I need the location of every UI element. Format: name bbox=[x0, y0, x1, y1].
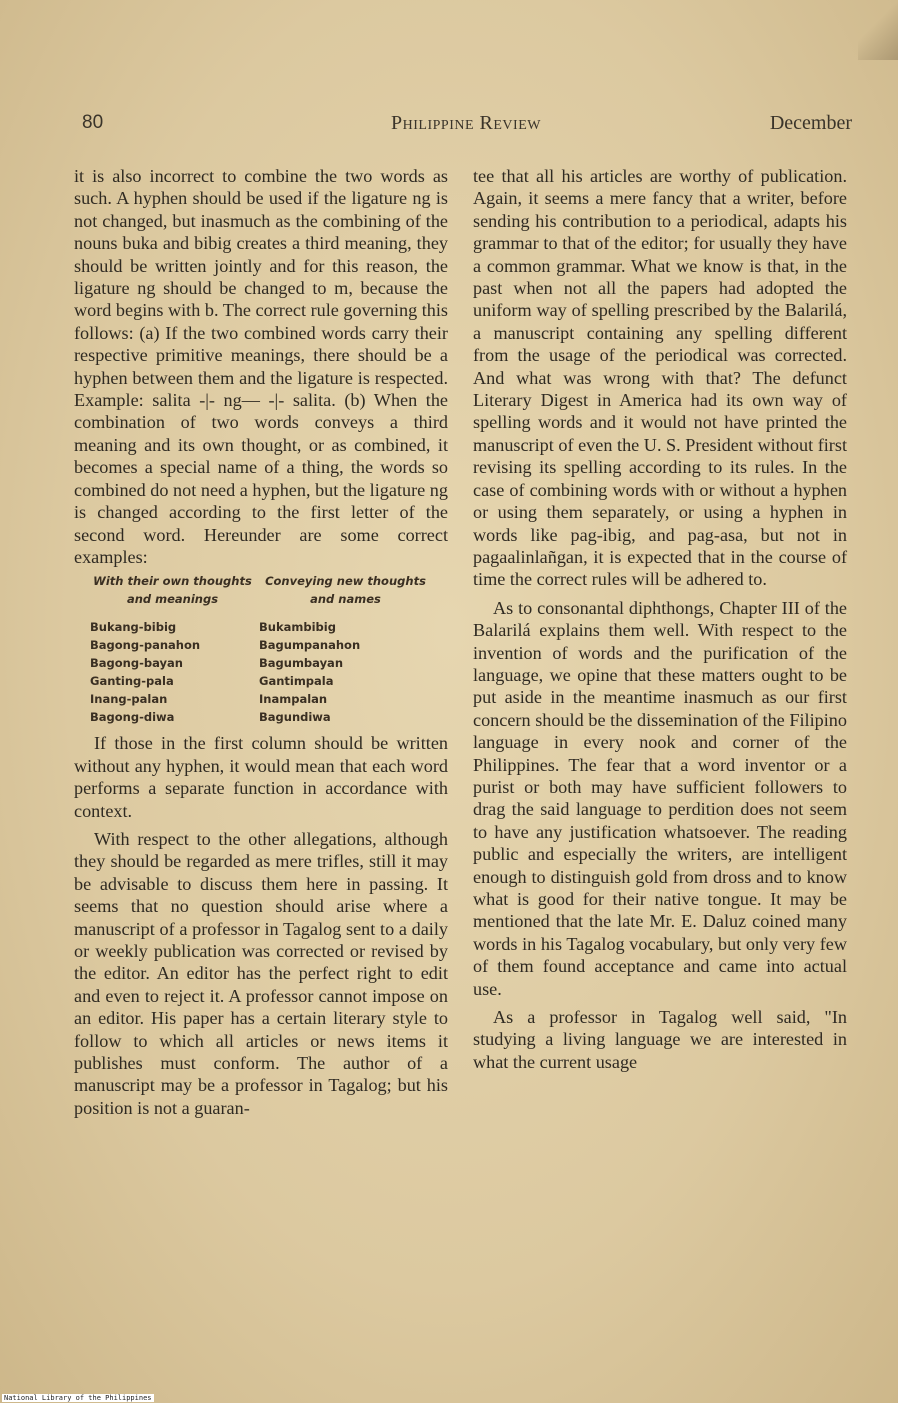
table-cell: Bagong-panahon bbox=[90, 638, 201, 653]
table-cell: Bagong-bayan bbox=[90, 656, 183, 671]
table-row bbox=[86, 690, 432, 708]
left-paragraph-1: it is also incorrect to combine the two words as such. A hyphen should be used if the ligature ng is not changed, but inasmuch as the combining of the nouns buka and bibig creates a third meaning, they should be written jointly and for this reason, the ligature ng should be changed to m, because the word begins with b. The correct rule governing this follows: (a) If the two combined words carry their respective primitive meanings, there should be a hyphen between them and the ligature is respected. Example: salita -|- ng— -|- salita. (b) When the combination of two words conveys a third meaning and its own thought, or as combined, it becomes a special name of a thing, the words so combined do not need a hyphen, but the ligature ng is changed according to the first letter of the second word. Hereunder are some correct examples: bbox=[74, 166, 448, 567]
right-column bbox=[473, 165, 847, 1073]
ligature-examples-table bbox=[86, 572, 432, 726]
table-cell: Gantimpala bbox=[259, 674, 334, 689]
right-paragraph-1: tee that all his articles are worthy of publication. Again, it seems a mere fancy that a writer, before sending his contribution to a periodical, adapts his grammar to that of the editor; for usually they have a common grammar. What we know is that, in the past when not all the papers had adopted the uniform way of spelling prescribed by the Balarilá, a manuscript containing any spelling different from the usage of the periodical was corrected. And what was wrong with that? The defunct Literary Digest in America had its own way of spelling words and it would not have printed the manuscript of even the U. S. President without first revising its spelling according to its rules. In the case of combining words with or without a hyphen or using them separately, or using a hyphen in words like pag-ibig, and pag-asa, but not in pagaalinlañgan, it is expected that in the course of time the correct rules will be adhered to. bbox=[473, 166, 847, 590]
table-header-col2: Conveying new thoughts and names bbox=[265, 574, 426, 607]
table-cell: Bukambibig bbox=[259, 620, 336, 635]
running-header bbox=[80, 112, 852, 142]
left-paragraph-3: With respect to the other allegations, although they should be regarded as mere trifles, still it may be advisable to discuss them here in passing. It seems that no question should arise where a manuscript of a professor in Tagalog sent to a daily or weekly publication was corrected or revised by the editor. An editor has the perfect right to edit and even to reject it. A professor cannot impose on an editor. His paper has a certain literary style to follow to which all articles or news items it publishes must conform. The author of a manuscript may be a professor in Tagalog; but his position is not a guaran- bbox=[74, 828, 448, 1118]
right-paragraph-2: As to consonantal diphthongs, Chapter III of the Balarilá explains them well. With respect to the invention of words and the purification of the language, we opine that these matters ought to be put aside in the meantime inasmuch as our first concern should be the dissemination of the Filipino language in every nook and corner of the Philippines. The fear that a word inventor or a purist or both may have sufficient followers to drag the said language to perdition does not seem to have any justification whatsoever. The reading public and especially the writers, are intelligent enough to distinguish gold from dross and to know what is good for their native tongue. It may be mentioned that the late Mr. E. Daluz coined many words in his Tagalog vocabulary, but only very few of them found acceptance and came into actual use. bbox=[473, 597, 847, 999]
table-cell: Bagumbayan bbox=[259, 656, 344, 671]
table-cell: Ganting-pala bbox=[90, 674, 174, 689]
journal-title: Philippine Review bbox=[391, 112, 541, 134]
table-row bbox=[86, 708, 432, 726]
left-column bbox=[74, 165, 448, 1119]
table-cell: Bagong-diwa bbox=[90, 710, 175, 725]
library-watermark: National Library of the Philippines bbox=[4, 1394, 152, 1402]
table-header-col1: With their own thoughts and meanings bbox=[93, 574, 252, 607]
issue-month: December bbox=[769, 112, 852, 134]
torn-corner bbox=[858, 0, 898, 60]
table-cell: Inang-palan bbox=[90, 692, 168, 707]
table-row bbox=[86, 618, 432, 636]
table-row bbox=[86, 636, 432, 654]
page-number: 80 bbox=[82, 112, 104, 133]
left-paragraph-2: If those in the first column should be written without any hyphen, it would mean that each word performs a separate function in accordance with context. bbox=[74, 733, 448, 821]
table-cell: Inampalan bbox=[259, 692, 328, 707]
table-cell: Bukang-bibig bbox=[90, 620, 177, 635]
right-paragraph-3: As a professor in Tagalog well said, "In studying a living language we are interested in what the current usage bbox=[473, 1007, 847, 1072]
table-cell: Bagundiwa bbox=[259, 710, 331, 725]
table-row bbox=[86, 654, 432, 672]
table-row bbox=[86, 672, 432, 690]
table-cell: Bagumpanahon bbox=[259, 638, 361, 653]
